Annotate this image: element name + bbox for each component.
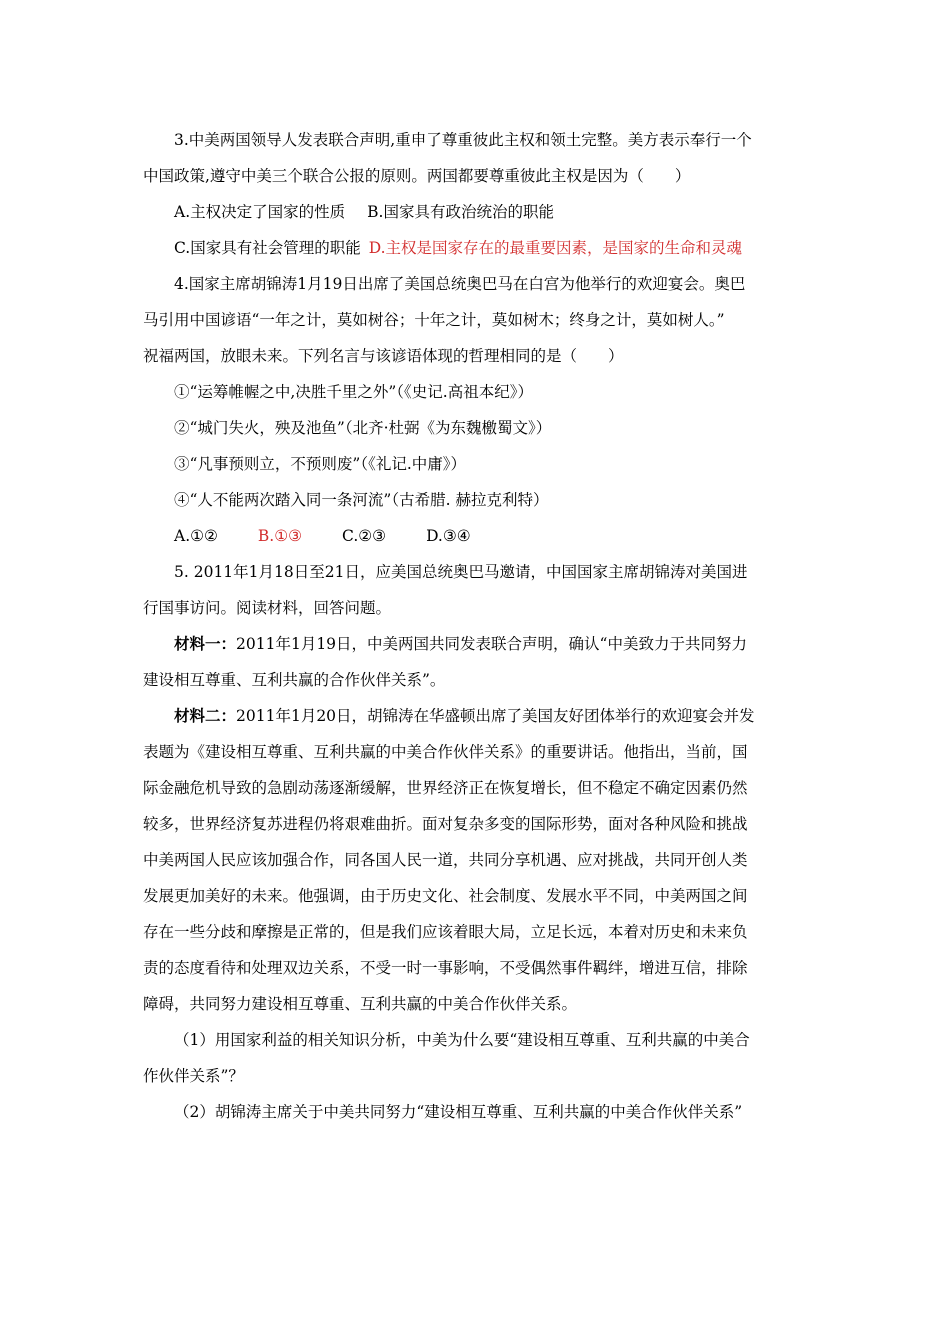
material1-label: 材料一： <box>174 634 237 653</box>
q3-stem-line2: 中国政策,遵守中美三个联合公报的原则。两国都要尊重彼此主权是因为（ ） <box>143 167 691 185</box>
q5-material2-line6: 发展更加美好的未来。他强调，由于历史文化、社会制度、发展水平不同，中美两国之间 <box>143 887 748 905</box>
q3-stem-line1: 3.中美两国领导人发表联合声明,重申了尊重彼此主权和领土完整。美方表示奉行一个 <box>174 131 752 149</box>
q5-material2-line7: 存在一些分歧和摩擦是正常的，但是我们应该着眼大局，立足长远，本着对历史和未来负 <box>143 923 748 941</box>
q4-item2: ②“城门失火，殃及池鱼”（北齐·杜弼《为东魏檄蜀文》） <box>174 419 552 437</box>
q4-stem-line3: 祝福两国，放眼未来。下列名言与该谚语体现的哲理相同的是（ ） <box>143 347 624 365</box>
q4-stem-line1: 4.国家主席胡锦涛1月19日出席了美国总统奥巴马在白宫为他举行的欢迎宴会。奥巴 <box>174 275 746 293</box>
q5-intro-line2: 行国事访问。阅读材料，回答问题。 <box>143 599 392 617</box>
q3-option-d-answer: D.主权是国家存在的最重要因素，是国家的生命和灵魂 <box>368 239 743 257</box>
material1-text: 2011年1月19日，中美两国共同发表联合声明，确认“中美致力于共同努力 <box>236 635 747 653</box>
q4-options-row <box>143 518 808 554</box>
q5-material2-line4: 较多，世界经济复苏进程仍将艰难曲折。面对复杂多变的国际形势，面对各种风险和挑战 <box>143 815 748 833</box>
document-content <box>143 122 808 1130</box>
q4-option-a: A.①② <box>174 527 218 545</box>
q4-item4: ④“人不能两次踏入同一条河流”（古希腊. 赫拉克利特） <box>174 491 549 509</box>
q4-option-c: C.②③ <box>342 527 387 545</box>
q3-option-b: B.国家具有政治统治的职能 <box>367 203 554 221</box>
q5-material2-line8: 责的态度看待和处理双边关系，不受一时一事影响，不受偶然事件羁绊，增进互信，排除 <box>143 959 748 977</box>
q4-item3: ③“凡事预则立，不预则废”（《礼记.中庸》） <box>174 455 467 473</box>
q5-intro-line1: 5. 2011年1月18日至21日，应美国总统奥巴马邀请，中国国家主席胡锦涛对美国进 <box>174 563 748 581</box>
q3-options-row1 <box>143 194 808 230</box>
material2-label: 材料二： <box>174 706 237 725</box>
q5-sub1-line2: 作伙伴关系”？ <box>143 1067 244 1085</box>
q3-option-c: C.国家具有社会管理的职能 <box>174 239 361 257</box>
q5-material2-line9: 障碍，共同努力建设相互尊重、互利共赢的中美合作伙伴关系。 <box>143 995 578 1013</box>
q5-material1-line2: 建设相互尊重、互利共赢的合作伙伴关系”。 <box>143 671 446 689</box>
q5-sub2-line1: （2）胡锦涛主席关于中美共同努力“建设相互尊重、互利共赢的中美合作伙伴关系” <box>174 1103 743 1121</box>
q4-stem-line2: 马引用中国谚语“一年之计，莫如树谷；十年之计，莫如树木；终身之计，莫如树人。” <box>143 311 725 329</box>
q5-material1-line1 <box>143 626 808 662</box>
q5-material2-line1 <box>143 698 808 734</box>
q4-item1: ①“运筹帷幄之中,决胜千里之外”（《史记.高祖本纪》） <box>174 383 533 401</box>
q3-option-a: A.主权决定了国家的性质 <box>174 203 346 221</box>
q5-sub1-line1: （1）用国家利益的相关知识分析，中美为什么要“建设相互尊重、互利共赢的中美合 <box>174 1031 750 1049</box>
q5-material2-line5: 中美两国人民应该加强合作，同各国人民一道，共同分享机遇、应对挑战，共同开创人类 <box>143 851 748 869</box>
q3-options-row2 <box>143 230 808 266</box>
q5-material2-line3: 际金融危机导致的急剧动荡逐渐缓解，世界经济正在恢复增长，但不稳定不确定因素仍然 <box>143 779 748 797</box>
q5-material2-line2: 表题为《建设相互尊重、互利共赢的中美合作伙伴关系》的重要讲话。他指出，当前，国 <box>143 743 748 761</box>
material2-text: 2011年1月20日，胡锦涛在华盛顿出席了美国友好团体举行的欢迎宴会并发 <box>236 707 755 725</box>
q4-option-b-answer: B.①③ <box>257 527 303 545</box>
q4-option-d: D.③④ <box>426 527 471 545</box>
